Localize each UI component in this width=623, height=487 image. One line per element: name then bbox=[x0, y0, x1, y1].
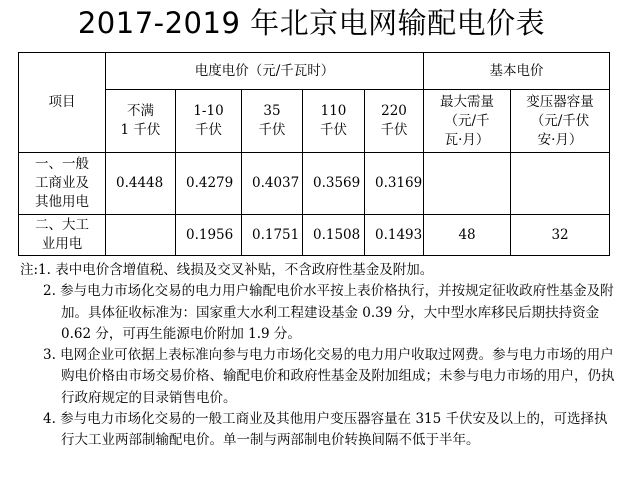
header-basic-price: 基本电价 bbox=[424, 53, 610, 90]
page-title: 2017-2019 年北京电网输配电价表 bbox=[77, 6, 546, 40]
voltage-header: 35 千伏 bbox=[242, 90, 303, 153]
price-cell: 0.4037 bbox=[242, 153, 303, 215]
price-cell: 0.3169 bbox=[365, 153, 424, 215]
price-table bbox=[18, 52, 610, 256]
voltage-header: 1-10 千伏 bbox=[176, 90, 242, 153]
price-cell: 0.3569 bbox=[303, 153, 365, 215]
price-cell: 0.4279 bbox=[176, 153, 242, 215]
note-2: 2. 参与电力市场化交易的电力用户输配电价水平按上表价格执行，并按规定征收政府性基金及附加。具体征收标准为：国家重大水利工程建设基金 0.39 分，大中型水库移民后期扶持资金 0.62 分，可再生能源电价附加 1.9 分。 bbox=[43, 283, 614, 342]
price-cell: 0.1493 bbox=[365, 215, 424, 256]
price-cell bbox=[106, 215, 176, 256]
max-demand-cell bbox=[424, 153, 511, 215]
transformer-capacity-header: 变压器容量 （元/千伏 安·月） bbox=[511, 90, 610, 153]
voltage-header: 220 千伏 bbox=[365, 90, 424, 153]
price-cell: 0.4448 bbox=[106, 153, 176, 215]
header-energy-price: 电度电价（元/千瓦时） bbox=[106, 53, 424, 90]
note-1: 注:1. 表中电价含增值税、线损及交叉补贴，不含政府性基金及附加。 bbox=[20, 262, 434, 278]
max-demand-cell: 48 bbox=[424, 215, 511, 256]
table-row bbox=[19, 215, 610, 256]
transformer-capacity-cell: 32 bbox=[511, 215, 610, 256]
price-cell: 0.1956 bbox=[176, 215, 242, 256]
note-4: 4. 参与电力市场化交易的一般工商业及其他用户变压器容量在 315 千伏安及以上的，可选择执行大工业两部制输配电价。单一制与两部制电价转换间隔不低于半年。 bbox=[43, 411, 608, 449]
header-item: 项目 bbox=[19, 53, 106, 153]
voltage-header: 110 千伏 bbox=[303, 90, 365, 153]
note-3: 3. 电网企业可依据上表标准向参与电力市场化交易的电力用户收取过网费。参与电力市场的用户购电价格由市场交易价格、输配电价和政府性基金及附加组成；未参与电力市场的用户，仍执行政府规定的目录销售电价。 bbox=[43, 347, 615, 406]
row-label: 一、一般 工商业及 其他用电 bbox=[19, 153, 106, 215]
row-label: 二、大工 业用电 bbox=[19, 215, 106, 256]
notes-section bbox=[20, 260, 615, 452]
price-cell: 0.1751 bbox=[242, 215, 303, 256]
price-cell: 0.1508 bbox=[303, 215, 365, 256]
transformer-capacity-cell bbox=[511, 153, 610, 215]
max-demand-header: 最大需量 （元/千 瓦·月） bbox=[424, 90, 511, 153]
voltage-header: 不满 1 千伏 bbox=[106, 90, 176, 153]
table-row bbox=[19, 153, 610, 215]
